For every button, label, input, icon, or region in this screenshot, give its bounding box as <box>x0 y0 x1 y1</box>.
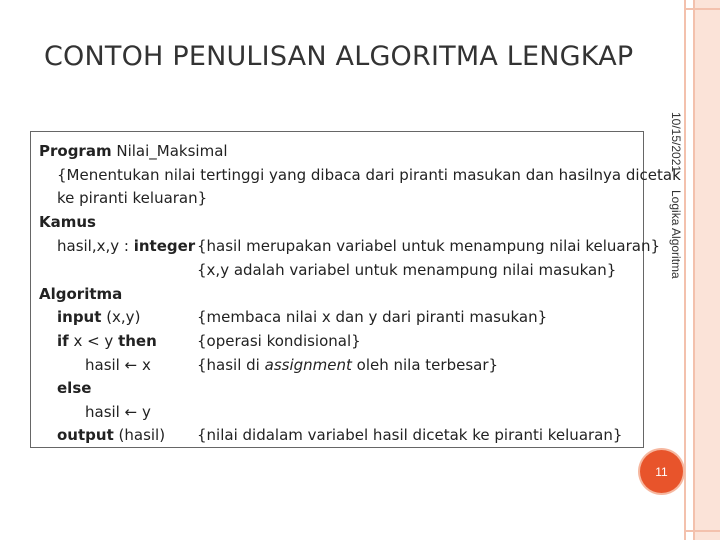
right-frame-hline <box>684 8 720 10</box>
kamus-vars: hasil,x,y : <box>57 237 134 255</box>
right-frame-band <box>695 0 720 540</box>
if-keyword: if <box>57 332 69 350</box>
right-frame-hline <box>684 530 720 532</box>
input-comment: {membaca nilai x dan y dari piranti masukan} <box>197 308 548 326</box>
course-name: Logika Algoritma <box>669 190 683 279</box>
then-keyword: then <box>118 332 157 350</box>
assign-comment <box>197 355 498 375</box>
kamus-type: integer <box>133 237 196 255</box>
output-keyword: output <box>57 426 114 444</box>
input-statement <box>57 307 140 327</box>
output-statement <box>57 425 165 445</box>
kamus-comment-1: {hasil merupakan variabel untuk menampung nilai keluaran} <box>197 237 661 255</box>
output-args: (hasil) <box>113 426 166 444</box>
program-name: Nilai_Maksimal <box>116 142 228 160</box>
right-frame-line <box>684 0 686 540</box>
assign-comment-em: assignment <box>264 356 352 374</box>
input-args: (x,y) <box>101 308 141 326</box>
assign-hasil-x: hasil ← x <box>85 356 151 374</box>
assign-hasil-y: hasil ← y <box>85 403 151 421</box>
kamus-declaration <box>57 236 195 256</box>
program-keyword: Program <box>39 142 112 160</box>
kamus-keyword: Kamus <box>39 213 96 231</box>
algoritma-keyword: Algoritma <box>39 285 123 303</box>
program-desc-line-1: {Menentukan nilai tertinggi yang dibaca dari piranti masukan dan hasilnya dicetak <box>57 166 681 184</box>
else-keyword: else <box>57 379 92 397</box>
slide-title: CONTOH PENULISAN ALGORITMA LENGKAP <box>44 41 634 72</box>
if-condition: x < y <box>68 332 119 350</box>
kamus-comment-2: {x,y adalah variabel untuk menampung nilai masukan} <box>197 261 617 279</box>
program-line <box>39 141 228 161</box>
input-keyword: input <box>57 308 102 326</box>
if-statement <box>57 331 157 351</box>
program-desc-line-2: ke piranti keluaran} <box>57 189 208 207</box>
if-comment: {operasi kondisional} <box>197 332 361 350</box>
assign-comment-b: oleh nila terbesar} <box>351 356 499 374</box>
right-frame-line <box>693 0 695 540</box>
assign-comment-a: {hasil di <box>197 356 265 374</box>
output-comment: {nilai didalam variabel hasil dicetak ke piranti keluaran} <box>197 426 623 444</box>
slide-date: 10/15/2021 <box>669 112 683 173</box>
page-number-badge: 11 <box>640 450 683 493</box>
